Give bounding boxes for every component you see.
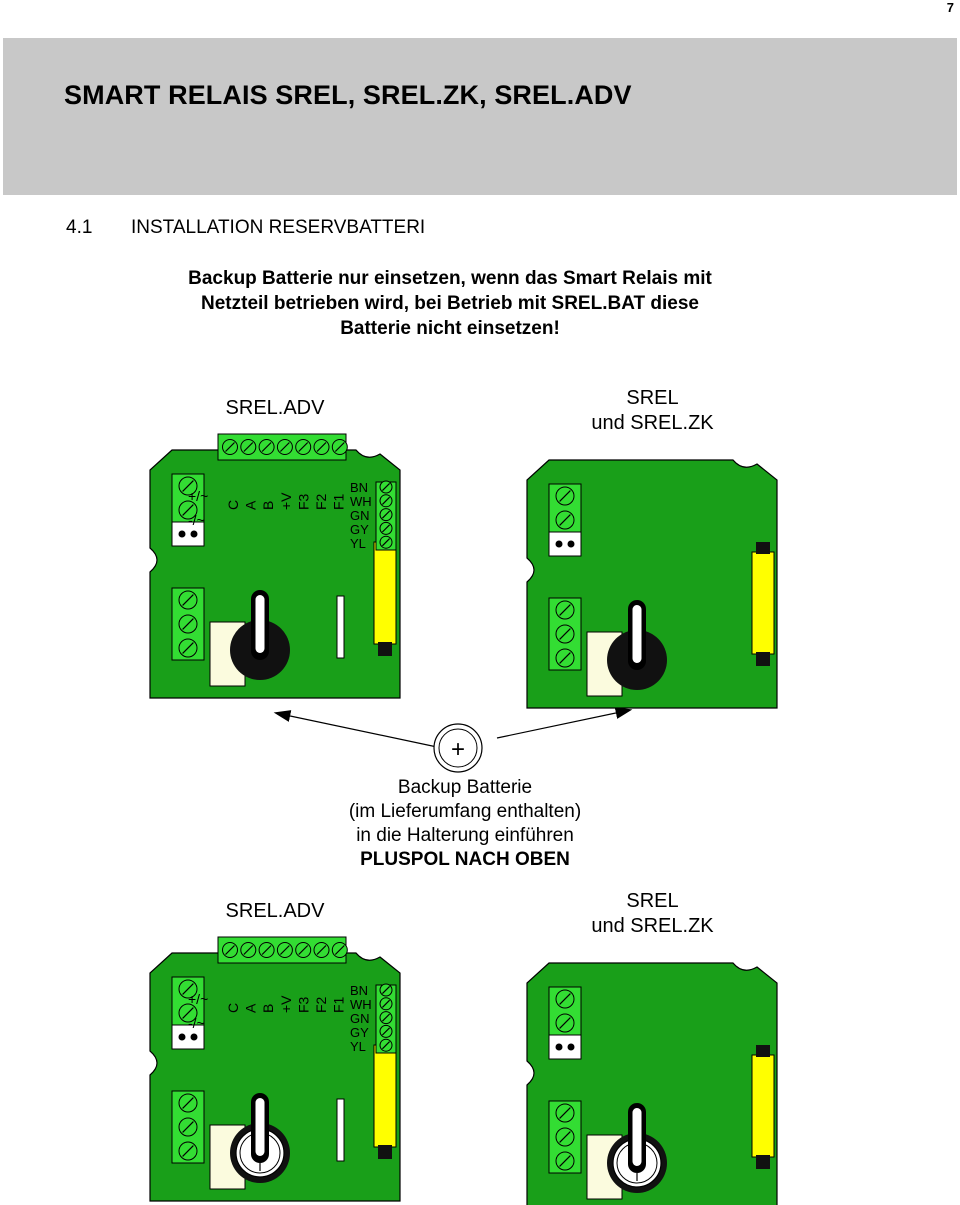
callout-line: in die Halterung einführen xyxy=(356,825,574,846)
label-wire-gy: GY xyxy=(350,1025,369,1040)
label-power-minus: -/~ xyxy=(188,512,205,528)
label-wire-gy: GY xyxy=(350,522,369,537)
warning-line: Netzteil betrieben wird, bei Betrieb mit SREL.BAT diese xyxy=(201,293,699,314)
label-bus-f2: F2 xyxy=(313,996,329,1013)
ribbon-slot xyxy=(337,596,344,658)
connector-pin xyxy=(179,531,186,538)
label-wire-gn: GN xyxy=(350,508,370,523)
label-srel-adv-bottom: SREL.ADV xyxy=(225,900,325,922)
connector-pin xyxy=(568,541,575,548)
label-line: und SREL.ZK xyxy=(591,412,714,434)
label-line: und SREL.ZK xyxy=(591,915,714,937)
battery-callout xyxy=(300,776,630,872)
label-wire-yl: YL xyxy=(350,1039,366,1054)
warning-line: Batterie nicht einsetzen! xyxy=(340,318,560,339)
label-wire-gn: GN xyxy=(350,1011,370,1026)
label-bus-f2: F2 xyxy=(313,493,329,510)
battery-clip-slot xyxy=(633,1108,642,1166)
arrow-left xyxy=(276,713,437,747)
board-srel-adv xyxy=(150,937,400,1201)
connector-pin xyxy=(179,1034,186,1041)
yellow-connector xyxy=(374,542,396,644)
label-line: SREL xyxy=(626,387,679,409)
label-bus-a: A xyxy=(242,500,259,510)
connector-foot xyxy=(756,652,770,666)
battery-plus-symbol: + xyxy=(450,736,466,763)
label-bus-f3: F3 xyxy=(295,493,312,510)
label-bus-b: B xyxy=(260,500,277,510)
label-bus-c: C xyxy=(225,1002,241,1013)
section-title: INSTALLATION RESERVBATTERI xyxy=(131,217,426,238)
label-bus-f1: F1 xyxy=(330,996,347,1013)
label-bus-a: A xyxy=(242,1003,259,1013)
battery-clip-slot xyxy=(256,595,265,653)
connector-head xyxy=(756,1045,770,1057)
connector-foot xyxy=(378,642,392,656)
yellow-connector xyxy=(752,1055,774,1157)
label-bus-plusv: +V xyxy=(277,995,294,1013)
label-power-plus: +/~ xyxy=(188,488,209,504)
page-number: 7 xyxy=(946,0,954,15)
yellow-connector xyxy=(752,552,774,654)
connector-pin xyxy=(191,1034,198,1041)
label-bus-f1: F1 xyxy=(330,493,347,510)
board-srel xyxy=(527,460,777,708)
label-wire-bn: BN xyxy=(350,983,369,998)
connector-pin xyxy=(556,541,563,548)
callout-line: Backup Batterie xyxy=(397,777,533,798)
label-power-plus: +/~ xyxy=(188,991,209,1007)
connector-pin xyxy=(191,531,198,538)
callout-emphasis: PLUSPOL NACH OBEN xyxy=(360,849,570,870)
ribbon-slot xyxy=(337,1099,344,1161)
warning-line: Backup Batterie nur einsetzen, wenn das Smart Relais mit xyxy=(188,268,712,289)
backup-battery xyxy=(434,724,482,772)
label-line: SREL xyxy=(626,890,679,912)
connector-head xyxy=(756,542,770,554)
label-wire-wh: WH xyxy=(350,494,372,509)
yellow-connector xyxy=(374,1045,396,1147)
arrow-right xyxy=(497,710,630,738)
connector-foot xyxy=(378,1145,392,1159)
connector-pin xyxy=(568,1044,575,1051)
label-bus-c: C xyxy=(225,499,241,510)
label-bus-plusv: +V xyxy=(277,492,294,510)
board-srel xyxy=(527,963,777,1205)
label-wire-bn: BN xyxy=(350,480,369,495)
power-connector xyxy=(549,532,581,556)
board-srel-adv xyxy=(150,434,400,698)
callout-line: (im Lieferumfang enthalten) xyxy=(348,801,582,822)
power-connector xyxy=(549,1035,581,1059)
connector-pin xyxy=(556,1044,563,1051)
battery-clip-slot xyxy=(256,1098,265,1156)
connector-foot xyxy=(756,1155,770,1169)
label-wire-yl: YL xyxy=(350,536,366,551)
label-bus-f3: F3 xyxy=(295,996,312,1013)
label-srel-adv-top: SREL.ADV xyxy=(225,397,325,419)
page-title: SMART RELAIS SREL, SREL.ZK, SREL.ADV xyxy=(64,80,632,110)
label-power-minus: -/~ xyxy=(188,1015,205,1031)
label-wire-wh: WH xyxy=(350,997,372,1012)
battery-clip-slot xyxy=(633,605,642,663)
section-number: 4.1 xyxy=(66,217,93,238)
label-bus-b: B xyxy=(260,1003,277,1013)
